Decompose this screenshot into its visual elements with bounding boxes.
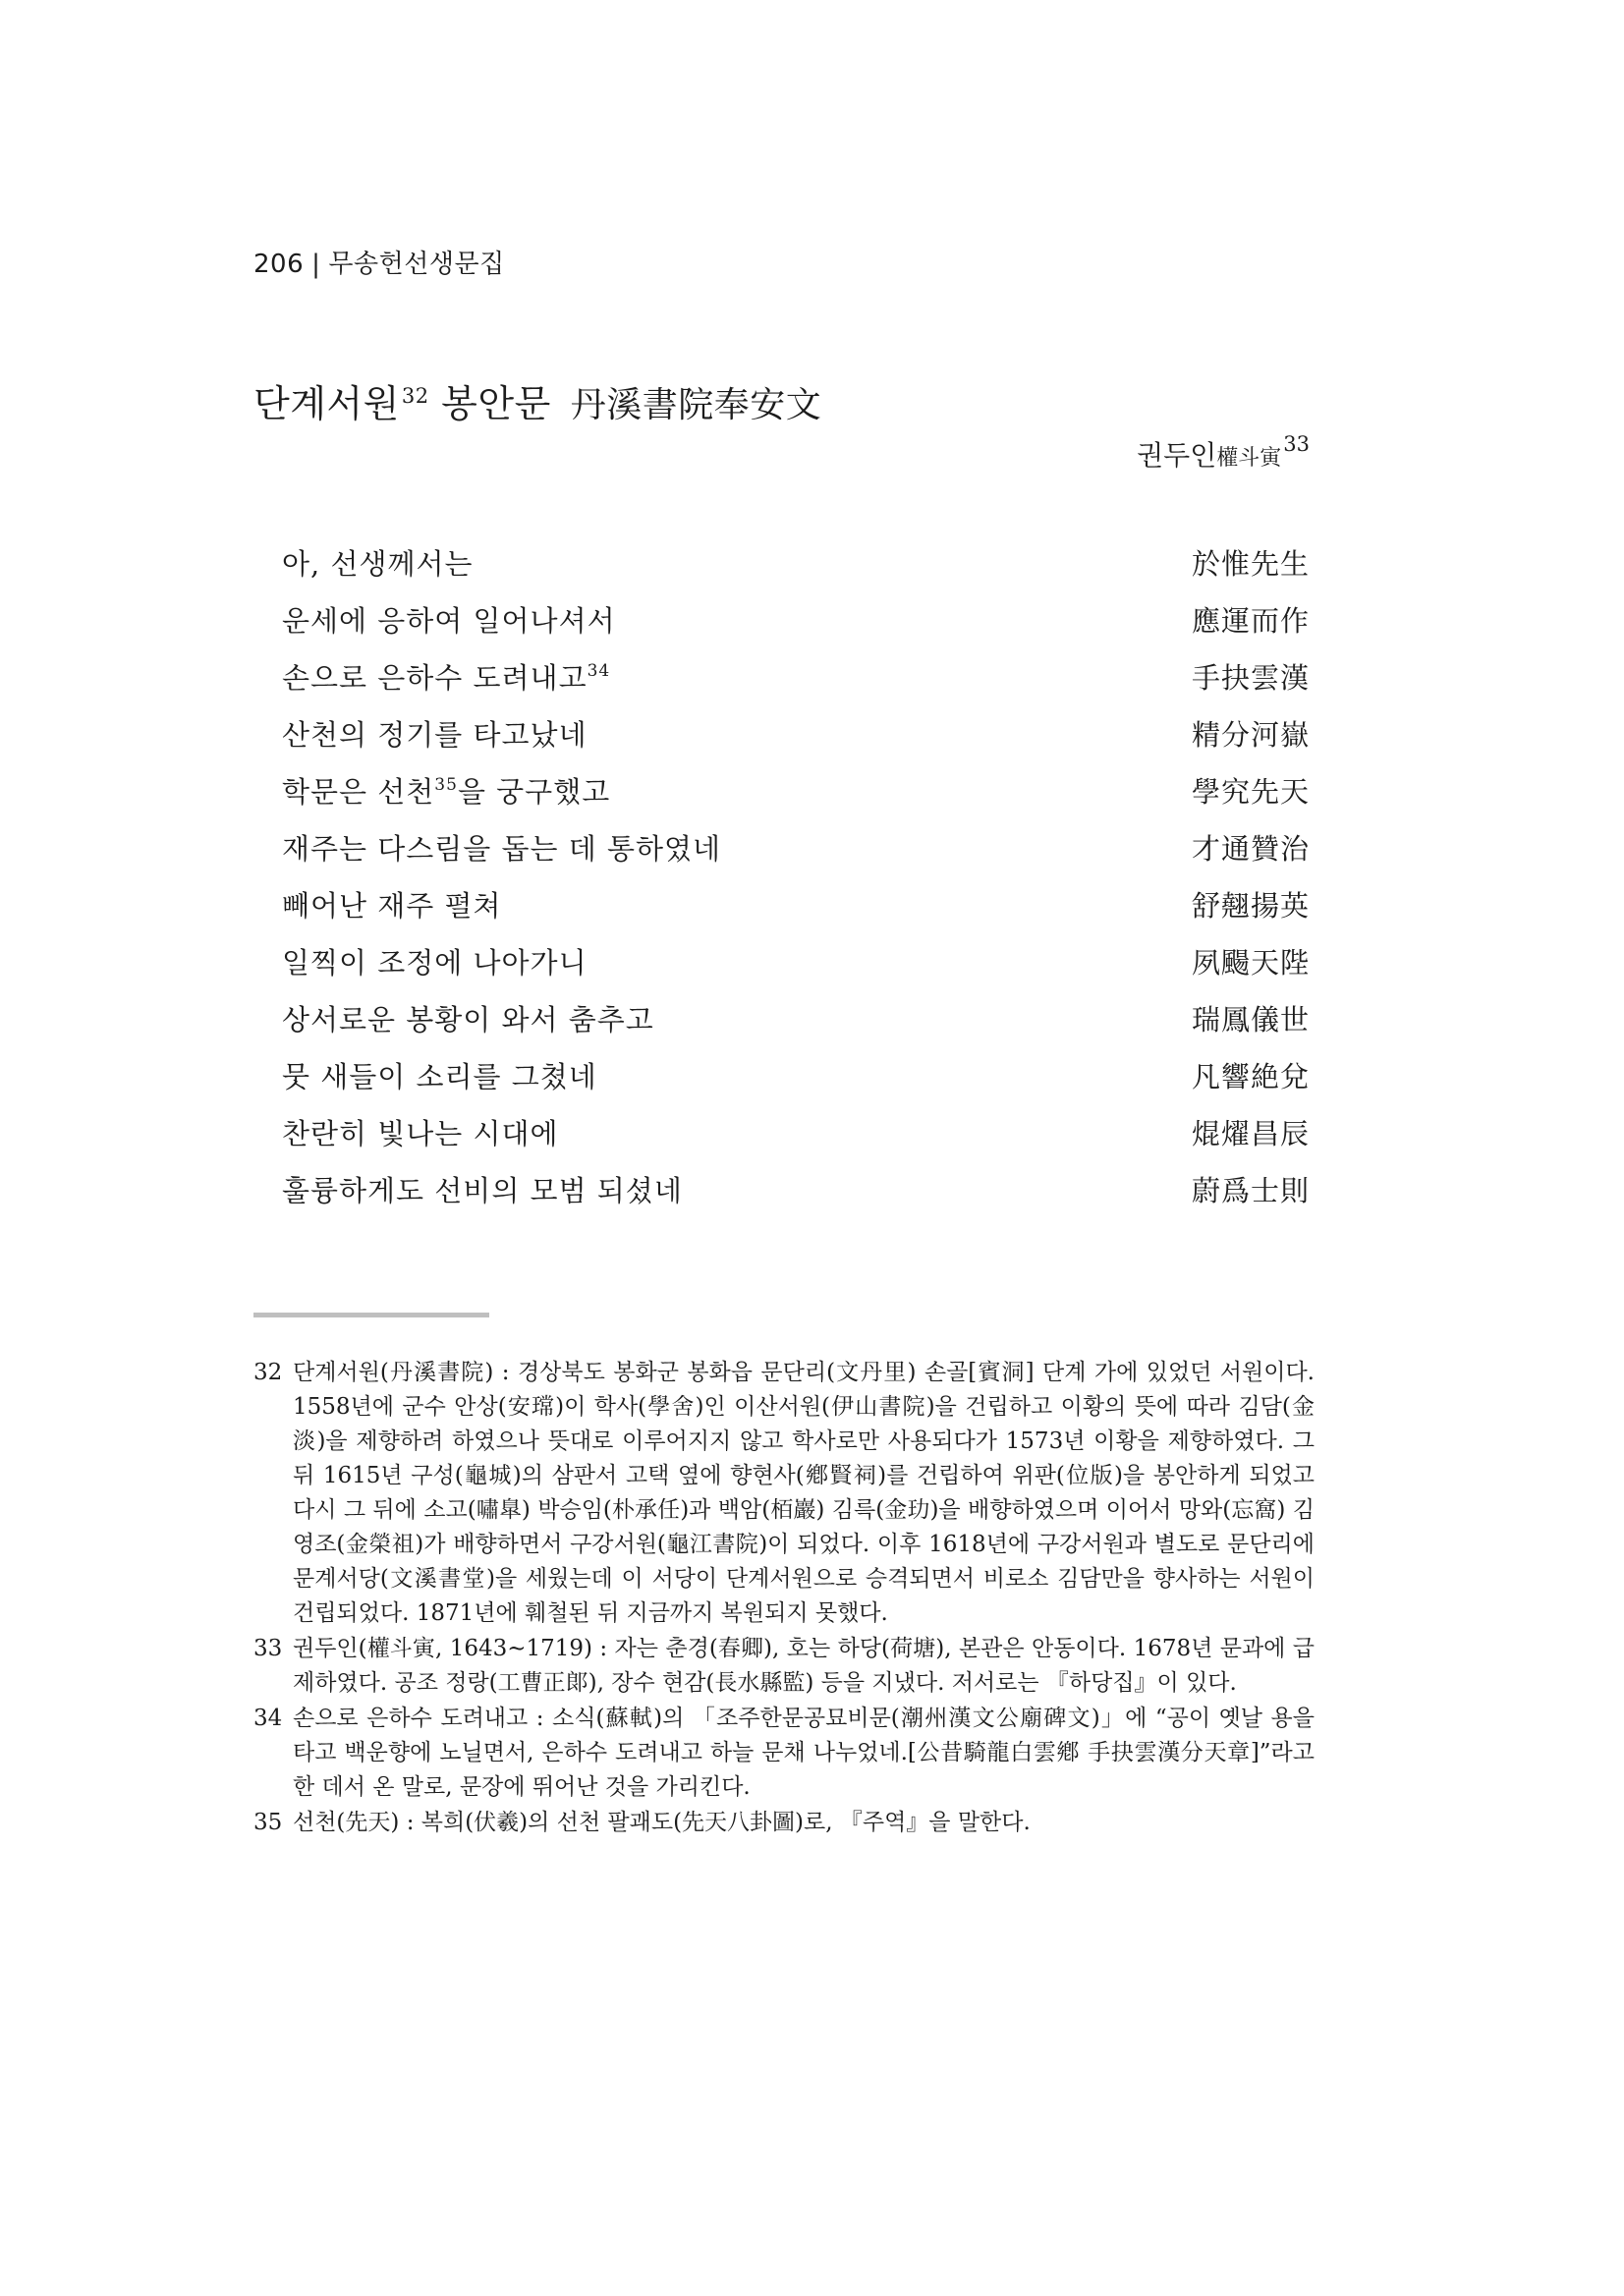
verse-hanja: 才通贊治 xyxy=(1191,832,1310,866)
verse-hanja: 瑞鳳儀世 xyxy=(1191,1003,1310,1036)
footnote-text: 권두인(權斗寅, 1643∼1719) : 자는 춘경(春卿), 호는 하당(荷塘), 본관은 안동이다. 1678년 문과에 급제하였다. 공조 정랑(工曹正郞), 장수 현감(長水縣監) 등을 지냈다. 저서로는 『하당집』이 있다. xyxy=(293,1636,1315,1696)
verse-line xyxy=(282,941,1310,998)
verse-hanja: 焜燿昌辰 xyxy=(1191,1117,1310,1150)
footnote-number: 32 xyxy=(253,1360,283,1385)
footnote-divider xyxy=(253,1313,489,1317)
verse-korean: 찬란히 빛나는 시대에 xyxy=(282,1117,559,1150)
footnote-ref-34[interactable]: 34 xyxy=(587,661,611,681)
footnotes xyxy=(253,1356,1315,1840)
footnote-ref-35[interactable]: 35 xyxy=(434,775,458,795)
footnote-number: 34 xyxy=(253,1706,283,1731)
footnote-33 xyxy=(253,1632,1315,1701)
verse-korean: 뭇 새들이 소리를 그쳤네 xyxy=(282,1060,597,1093)
verse-hanja: 夙颺天陛 xyxy=(1191,946,1310,980)
verse-hanja: 精分河嶽 xyxy=(1191,718,1310,752)
verse-line xyxy=(282,713,1310,770)
verse-korean: 상서로운 봉황이 와서 춤추고 xyxy=(282,1003,654,1036)
verse-line xyxy=(282,827,1310,884)
verse-line xyxy=(282,1055,1310,1112)
verse-hanja: 凡響絶兌 xyxy=(1191,1060,1310,1093)
title-korean: 단계서원 xyxy=(253,382,400,425)
verse-hanja: 學究先天 xyxy=(1191,775,1310,809)
verse-korean-text: 학문은 선천 xyxy=(282,775,435,809)
verse-korean: 빼어난 재주 펼쳐 xyxy=(282,889,502,923)
header-separator: | xyxy=(311,250,321,279)
verse-korean xyxy=(282,656,610,697)
verse-hanja: 舒翹揚英 xyxy=(1191,889,1310,923)
title-hanja: 丹溪書院奉安文 xyxy=(570,385,822,425)
verse-korean: 운세에 응하여 일어나셔서 xyxy=(282,604,616,638)
running-header xyxy=(253,244,505,280)
section-title xyxy=(253,373,821,427)
author-hanja: 權斗寅 xyxy=(1216,446,1282,471)
verse-korean: 재주는 다스림을 돕는 데 통하였네 xyxy=(282,832,722,866)
verse-korean xyxy=(282,770,610,811)
verse-line xyxy=(282,542,1310,599)
verse-line xyxy=(282,770,1310,827)
footnote-text: 손으로 은하수 도려내고 : 소식(蘇軾)의 「조주한문공묘비문(潮州漢文公廟碑文)」에 “공이 옛날 용을 타고 백운향에 노닐면서, 은하수 도려내고 하늘 문채 나누었네.[公昔騎龍白雲鄕 手抉雲漢分天章]”라고 한 데서 온 말로, 문장에 뛰어난 것을 가리킨다. xyxy=(293,1706,1315,1800)
verse-korean: 일찍이 조정에 나아가니 xyxy=(282,946,588,980)
verse-hanja: 蔚爲士則 xyxy=(1191,1174,1310,1207)
page-number: 206 xyxy=(253,250,305,279)
verse-line xyxy=(282,884,1310,941)
footnote-ref-32[interactable]: 32 xyxy=(401,384,429,408)
verse-korean-tail: 을 궁구했고 xyxy=(457,775,611,809)
book-title: 무송헌선생문집 xyxy=(328,250,505,279)
verse-line xyxy=(282,599,1310,656)
verse-korean-text: 손으로 은하수 도려내고 xyxy=(282,661,588,695)
title-korean-tail: 봉안문 xyxy=(441,382,551,425)
verse-hanja: 於惟先生 xyxy=(1191,547,1310,581)
footnote-32 xyxy=(253,1356,1315,1631)
footnote-number: 35 xyxy=(253,1810,283,1835)
verse-korean: 훌륭하게도 선비의 모범 되셨네 xyxy=(282,1174,683,1207)
footnote-text: 단계서원(丹溪書院) : 경상북도 봉화군 봉화읍 문단리(文丹里) 손골[賓洞] 단계 가에 있었던 서원이다. 1558년에 군수 안상(安瑺)이 학사(學舍)인 이산서원(伊山書院)을 건립하고 이황의 뜻에 따라 김담(金淡)을 제향하려 하였으나 뜻대로 이루어지지 않고 학사로만 사용되다가 1573년 이황을 제향하였다. 그 뒤 1615년 구성(龜城)의 삼판서 고택 옆에 향현사(鄕賢祠)를 건립하여 위판(位版)을 봉안하게 되었고 다시 그 뒤에 소고(嘯臯) 박승임(朴承任)과 백암(栢巖) 김륵(金玏)을 배향하였으며 이어서 망와(忘窩) 김영조(金榮祖)가 배향하면서 구강서원(龜江書院)이 되었다. 이후 1618년에 구강서원과 별도로 문단리에 문계서당(文溪書堂)을 세웠는데 이 서당이 단계서원으로 승격되면서 비로소 김담만을 향사하는 서원이 건립되었다. 1871년에 훼철된 뒤 지금까지 복원되지 못했다. xyxy=(293,1360,1315,1626)
verse-line xyxy=(282,656,1310,713)
verse-hanja: 手抉雲漢 xyxy=(1191,661,1310,695)
verse-korean: 아, 선생께서는 xyxy=(282,547,474,581)
footnote-35 xyxy=(253,1806,1315,1840)
footnote-34 xyxy=(253,1702,1315,1805)
verse-korean: 산천의 정기를 타고났네 xyxy=(282,718,588,752)
footnote-ref-33[interactable]: 33 xyxy=(1283,432,1310,456)
footnote-number: 33 xyxy=(253,1636,283,1661)
verse-line xyxy=(282,1169,1310,1226)
author-korean: 권두인 xyxy=(1137,439,1217,472)
author-line xyxy=(1137,432,1310,474)
verse-line xyxy=(282,1112,1310,1169)
footnote-text: 선천(先天) : 복희(伏羲)의 선천 팔괘도(先天八卦圖)로, 『주역』을 말한다. xyxy=(293,1810,1031,1835)
verse-line xyxy=(282,998,1310,1055)
verse-hanja: 應運而作 xyxy=(1191,604,1310,638)
verse-list xyxy=(282,542,1310,1226)
